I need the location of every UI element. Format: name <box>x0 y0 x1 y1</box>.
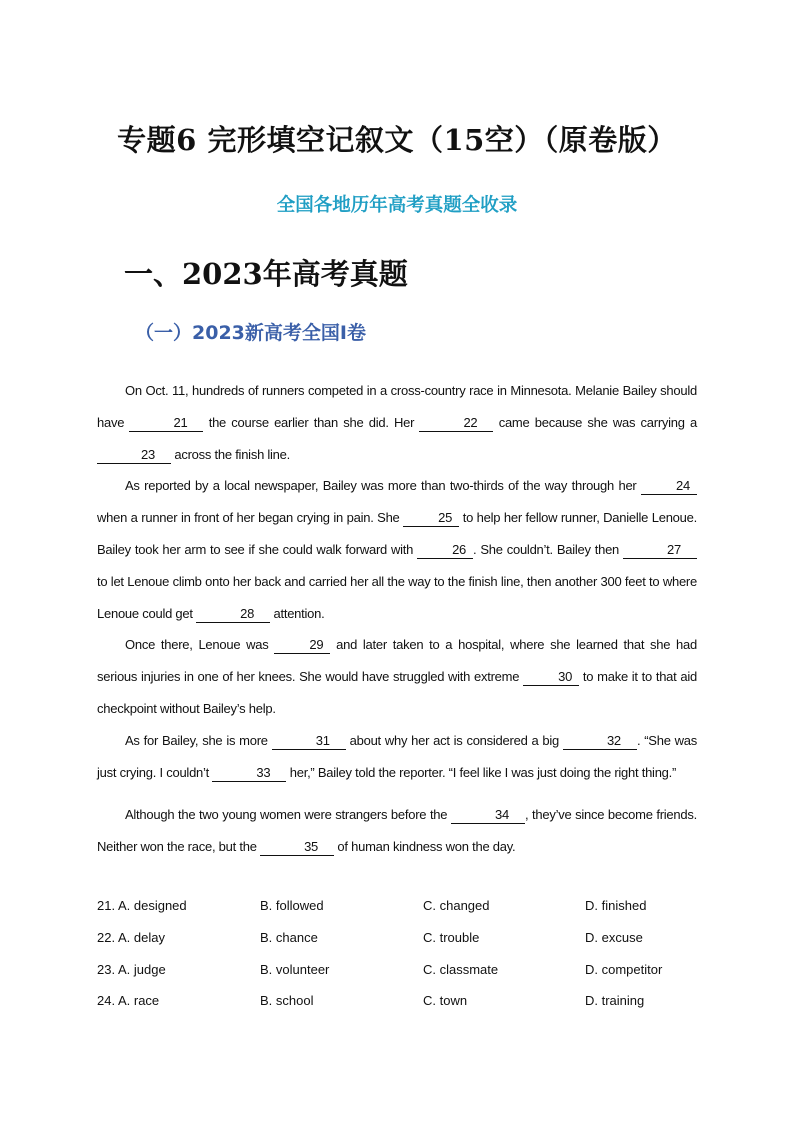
blank-22: 22 <box>419 415 493 432</box>
blank-31: 31 <box>272 733 346 750</box>
passage-text: when a runner in front of her began crying in pain. She <box>97 510 404 526</box>
passage-text: to let Lenoue climb onto her back and carried her all the way to the finish line, then another 300 feet to where Lenoue could get <box>97 573 697 621</box>
blank-25: 25 <box>403 510 459 527</box>
passage-text: Once there, Lenoue was <box>125 637 275 653</box>
document-title: 专题6 完形填空记叙文（15空）（原卷版） <box>117 123 677 157</box>
passage-text: came because she was carrying a <box>493 414 697 430</box>
paragraph-1 <box>97 375 697 470</box>
blank-26: 26 <box>417 542 473 559</box>
question-row <box>97 988 717 1020</box>
section-heading: 一、2023年高考真题 <box>124 257 408 291</box>
blank-28: 28 <box>196 606 270 623</box>
question-row <box>97 957 717 989</box>
blank-33: 33 <box>212 765 286 782</box>
blank-27: 27 <box>623 542 697 559</box>
passage-text: to help her fellow runner, Danielle Lenoue. Bailey took her arm to see if she could walk forward with <box>97 510 697 557</box>
paragraph-2 <box>97 470 697 629</box>
paragraph-5 <box>97 799 697 863</box>
document-subtitle: 全国各地历年高考真题全收录 <box>276 195 518 216</box>
passage-text: Although the two young women were strangers before the <box>125 807 451 823</box>
passage-text: the course earlier than she did. Her <box>203 414 420 430</box>
option-b: B. chance <box>260 929 318 945</box>
option-a: 21. A. designed <box>97 898 187 913</box>
passage-text: . She couldn’t. Bailey then <box>473 541 623 557</box>
option-b: B. school <box>260 993 314 1009</box>
option-c: C. town <box>423 993 468 1009</box>
blank-29: 29 <box>274 637 330 654</box>
option-a: 24. A. race <box>97 993 160 1009</box>
paragraph-4 <box>97 725 697 789</box>
passage-text: her,” Bailey told the reporter. “I feel like I was just doing the right thing.” <box>286 764 677 780</box>
blank-32: 32 <box>563 733 637 750</box>
passage-text: attention. <box>270 605 325 621</box>
passage-text: As for Bailey, she is more <box>125 732 272 748</box>
passage-text: across the finish line. <box>171 446 291 462</box>
option-d: D. excuse <box>585 929 643 945</box>
blank-30: 30 <box>523 669 579 686</box>
blank-23: 23 <box>97 447 171 464</box>
option-d: D. competitor <box>585 961 663 977</box>
option-d: D. finished <box>585 898 647 913</box>
passage-text: As reported by a local newspaper, Bailey was more than two-thirds of the way through her <box>125 478 641 494</box>
blank-21: 21 <box>129 415 203 432</box>
cloze-passage <box>97 375 697 863</box>
answer-options <box>97 893 717 1020</box>
passage-text: , they’ve since become friends. Neither won the race, but the <box>97 807 697 855</box>
option-c: C. trouble <box>423 929 480 945</box>
subsection-heading: （一）2023新高考全国Ⅰ卷 <box>135 322 366 344</box>
paragraph-3 <box>97 629 697 724</box>
passage-text: . “She was just crying. I couldn’t <box>97 732 697 780</box>
option-c: C. classmate <box>423 961 499 977</box>
blank-34: 34 <box>451 807 525 824</box>
question-row <box>97 925 717 957</box>
option-d: D. training <box>585 993 645 1009</box>
passage-text: to make it to that aid checkpoint without Bailey’s help. <box>97 669 697 716</box>
option-b: B. volunteer <box>260 961 330 977</box>
passage-text: On Oct. 11, hundreds of runners competed in a cross-country race in Minnesota. Melanie Bailey should have <box>97 383 697 430</box>
option-b: B. followed <box>260 898 324 913</box>
option-a: 22. A. delay <box>97 929 165 945</box>
option-a: 23. A. judge <box>97 961 166 977</box>
blank-35: 35 <box>260 839 334 856</box>
passage-text: of human kindness won the day. <box>334 839 516 855</box>
question-row <box>97 893 717 925</box>
blank-24: 24 <box>641 478 697 495</box>
passage-text: and later taken to a hospital, where she learned that she had serious injuries in one of her knees. She would have struggled with extreme <box>97 637 697 685</box>
passage-text: about why her act is considered a big <box>345 732 563 748</box>
option-c: C. changed <box>423 898 490 913</box>
